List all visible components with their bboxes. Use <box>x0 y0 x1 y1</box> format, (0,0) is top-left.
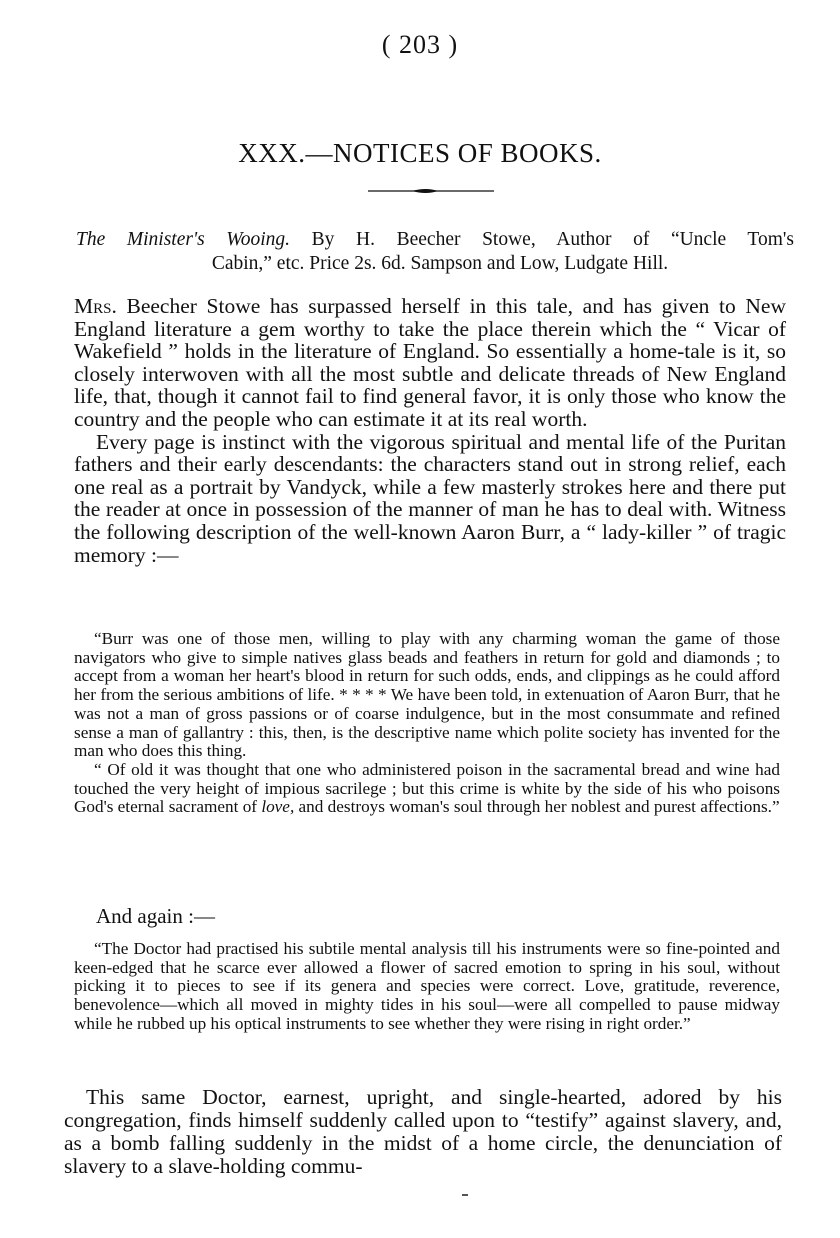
section-title: XXX.—NOTICES OF BOOKS. <box>238 138 602 168</box>
citation-line-2: Cabin,” etc. Price 2s. 6d. Sampson and Low, Ludgate Hill. <box>211 253 669 274</box>
paragraph-1 <box>74 295 786 431</box>
quote-1-paragraph-2 <box>74 761 780 817</box>
blockquote-doctor <box>74 940 780 1034</box>
footer-mark <box>462 1194 468 1196</box>
review-body-continued <box>64 1086 782 1178</box>
book-citation <box>76 228 794 276</box>
quote-2-paragraph: “The Doctor had practised his subtile mental analysis till his instruments were so fine-pointed and keen-edged that he scarce ever allowed a flower of sacred emotion to spring in his soul, without picking it to pieces to see if its genera and species were correct. Love, gratitude, reverence, benevolence—which all moved in mighty tides in his soul—were all compelled to pause midway while he rubbed up his optical instruments to see whether they were rising in right order.” <box>74 939 780 1033</box>
paragraph-3: This same Doctor, earnest, upright, and single-hearted, adored by his congregation, finds himself suddenly called upon to “testify” against slavery, and, as a bomb falling suddenly in the midst of a home circle, the denunciation of slavery to a slave-holding commu- <box>64 1085 782 1178</box>
drop-word: Mrs. <box>74 294 117 318</box>
book-title: The Minister's Wooing. <box>76 229 291 250</box>
citation-author: By H. Beecher Stowe, Author of “Uncle Tom's <box>290 229 794 250</box>
review-body <box>74 295 786 566</box>
quote-1-emphasis: love, <box>261 797 295 817</box>
and-again-line: And again :— <box>96 904 215 928</box>
quote-1-p2-end: and destroys woman's soul through her noblest and purest affections.” <box>294 797 780 817</box>
ornamental-rule-icon <box>368 186 494 196</box>
quote-1-paragraph-1: “Burr was one of those men, willing to play with any charming woman the game of those navigators who give to simple natives glass beads and feathers in return for gold and diamonds ; to accept from a woman her heart's blood in return for such odds, ends, and clippings as he could afford her from the serious ambitions of life. * * * * We have been told, in extenuation of Aaron Burr, that he was not a man of gross passions or of coarse indulgence, but in the most consummate and refined sense a man of gallantry : this, then, is the descriptive name which polite society has invented for the man who does this thing. <box>74 629 780 761</box>
quote-1-p2-start: “ Of old it was thought that one who administered poison in the sacramental bread and wine had touched the very height of impious sacrilege ; but this crime is white by the side of his who poisons God's eternal sacrament of <box>74 759 780 817</box>
page-number: ( 203 ) <box>381 30 459 59</box>
paragraph-1-text: Beecher Stowe has surpassed herself in this tale, and has given to New England literature a gem worthy to take the place therein which the “ Vicar of Wakefield ” holds in the literature of England. So essentially a home-tale is it, so closely interwoven with all the most subtle and delicate threads of New England life, that, though it cannot fail to find general favor, it is only those who know the country and the people who can estimate it at its real worth. <box>74 294 786 431</box>
blockquote-burr <box>74 630 780 817</box>
citation-line-1 <box>76 228 794 252</box>
paragraph-2: Every page is instinct with the vigorous spiritual and mental life of the Puritan fathers and their early descendants: the characters stand out in strong relief, each one real as a portrait by Vandyck, while a few masterly strokes here and there put the reader at once in possession of the manner of man he has to deal with. Witness the following description of the well-known Aaron Burr, a “ lady-killer ” of tragic memory :— <box>74 429 786 567</box>
